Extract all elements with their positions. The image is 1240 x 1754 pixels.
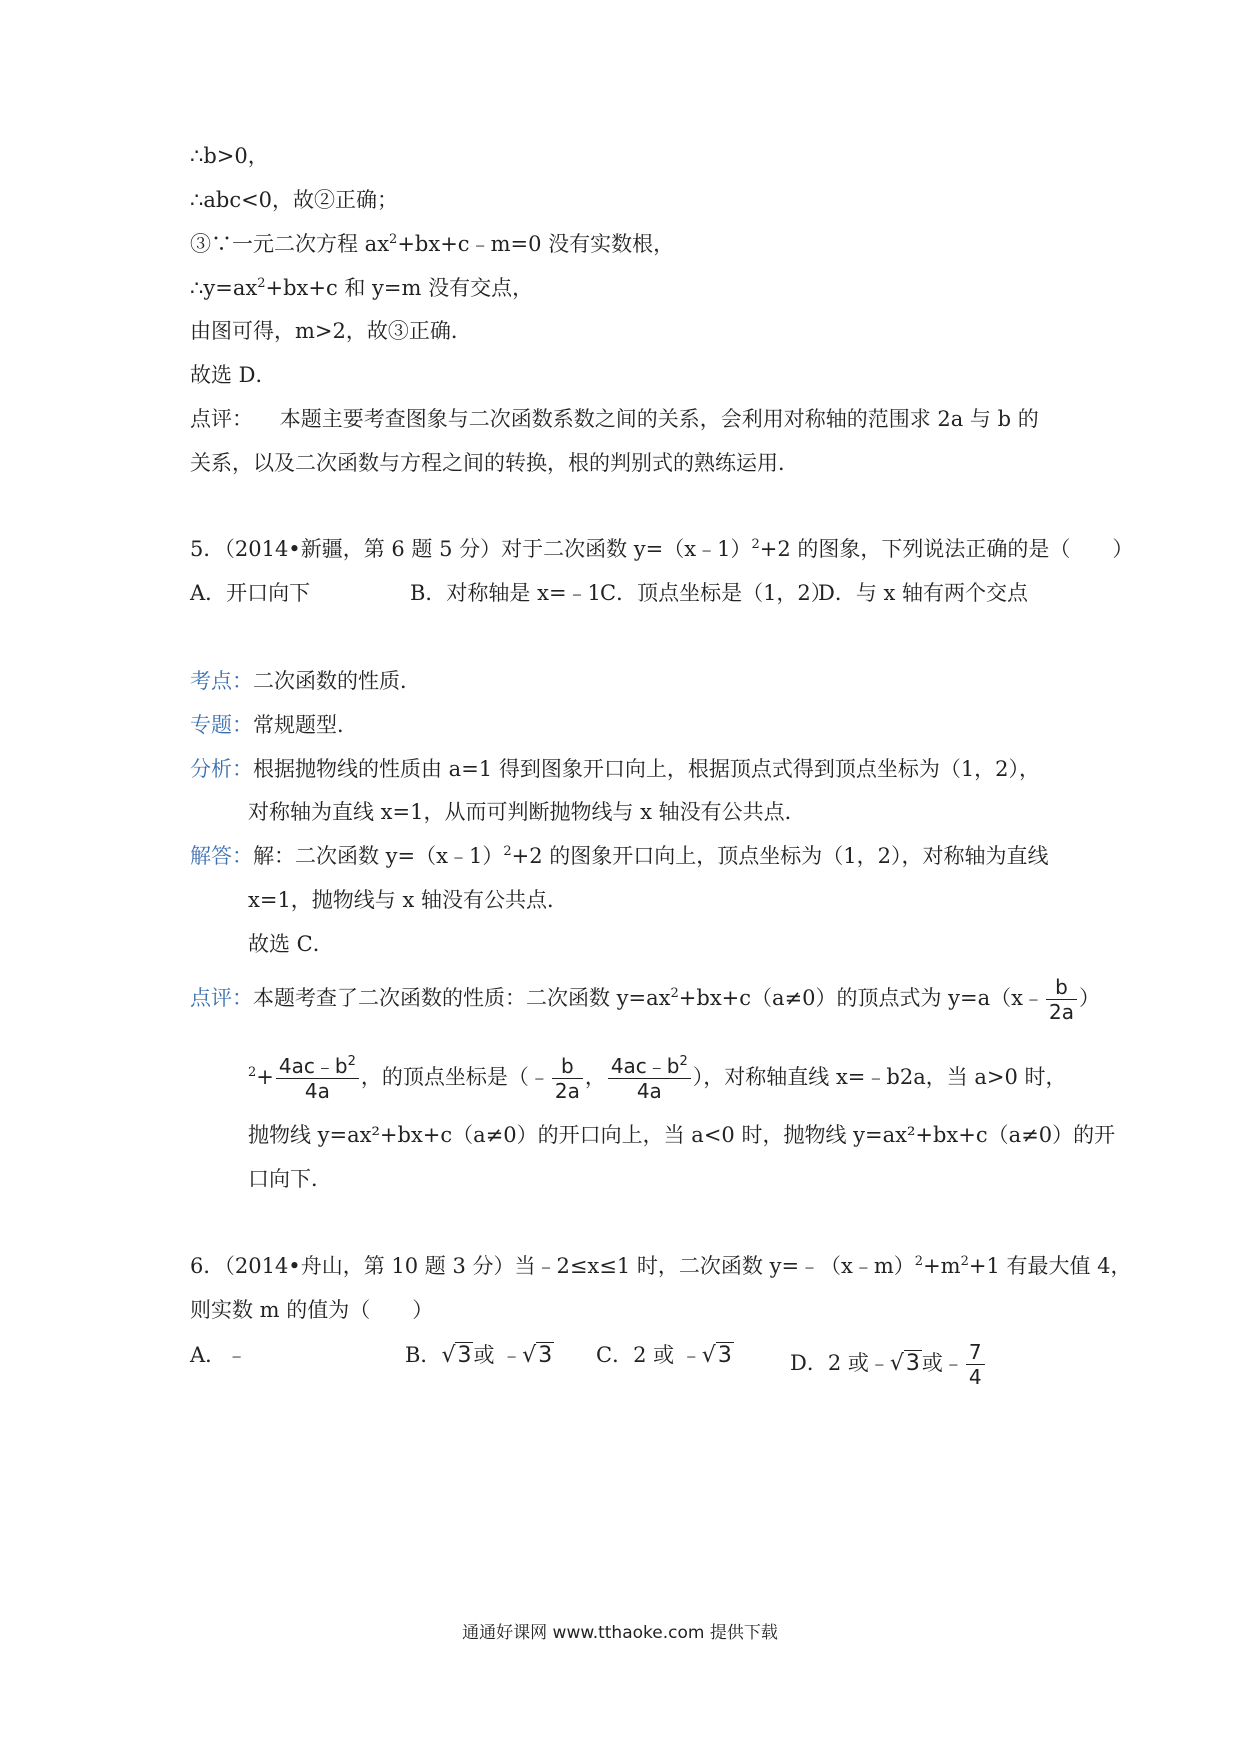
dianping-line: $^2$+ $\frac{4ac﹣b^2}{4a}$ ，的顶点坐标是（﹣ $\frac{b}{2a}$ ， $\frac{4ac﹣b^2}{4a}$ ），对称轴直线 x=﹣b2a，当 a>0 时，	[248, 1054, 1067, 1103]
fenxi-label: 分析：	[190, 757, 253, 781]
jieda-line: 解答：解：二次函数 y=（x﹣1）$^2$+2 的图象开口向上，顶点坐标为（1，2），对称轴为直线	[190, 844, 1049, 868]
dianping-line: 口向下．	[248, 1167, 332, 1191]
solution-line: 故选 D．	[190, 363, 277, 387]
question-5: 5．（2014•新疆，第 6 题 5 分）对于二次函数 y=（x﹣1）$^2$+2 的图象，下列说法正确的是（ ）	[190, 537, 1134, 561]
option-c: C．顶点坐标是（1，2）	[600, 581, 832, 605]
dianping-line: 点评：本题考查了二次函数的性质：二次函数 $y=ax^2+bx+c(a\ne 0)$的顶点式为 y=a（x﹣ $\frac{b}{2a}$ ）	[190, 975, 1100, 1024]
comment-label: 点评：	[190, 407, 253, 431]
comment-line: 关系，以及二次函数与方程之间的转换，根的判别式的熟练运用．	[190, 451, 799, 475]
solution-line: ∴b>0，	[190, 144, 269, 168]
question-6: 则实数 m 的值为（ ）	[190, 1298, 434, 1322]
page-footer: 通通好课网 www.tthaoke.com 提供下载	[462, 1623, 778, 1643]
kaodian-line: 考点：二次函数的性质．	[190, 669, 421, 693]
option-d: D．与 x 轴有两个交点	[818, 581, 1029, 605]
fenxi-line: 分析：根据抛物线的性质由 a=1 得到图象开口向上，根据顶点式得到顶点坐标为（1，2），	[190, 757, 1041, 781]
question-5-options	[190, 578, 1029, 608]
option-d: D．2 或﹣√3或﹣ $\frac{7}{4}$	[790, 1340, 987, 1389]
comment-line: 点评： 本题主要考查图象与二次函数系数之间的关系，会利用对称轴的范围求 2a 与 b 的	[190, 407, 1039, 431]
solution-line: ③∵一元二次方程 $ax^2+bx+c﹣m=0$ 没有实数根，	[190, 232, 675, 256]
question-6-options	[190, 1340, 982, 1390]
option-a: A．开口向下	[190, 581, 311, 605]
dianping-line: 抛物线 y=ax²+bx+c（a≠0）的开口向上，当 a<0 时，抛物线 y=ax²+bx+c（a≠0）的开	[248, 1123, 1116, 1147]
option-c: C．2 或 ﹣√3	[596, 1343, 732, 1368]
fraction-b-over-2a: $\frac{b}{2a}$	[552, 1054, 583, 1103]
option-b: B．√3或 ﹣√3	[405, 1343, 553, 1368]
dianping-label: 点评：	[190, 986, 253, 1010]
jieda-line: x=1，抛物线与 x 轴没有公共点．	[248, 888, 568, 912]
zhuanti-label: 专题：	[190, 713, 253, 737]
solution-line: $\therefore y=ax^2+bx+c$ 和 y=m 没有交点，	[190, 276, 534, 300]
zhuanti-line: 专题：常规题型．	[190, 713, 358, 737]
fraction-4ac-b2-over-4a: $\frac{4ac﹣b^2}{4a}$	[608, 1054, 691, 1103]
solution-line: ∴abc<0，故②正确；	[190, 188, 399, 212]
option-b: B．对称轴是 x=﹣1	[410, 581, 601, 605]
fraction-7-over-4: $\frac{7}{4}$	[966, 1340, 985, 1389]
solution-line: 由图可得，m>2，故③正确．	[190, 319, 472, 343]
fraction-4ac-b2-over-4a: $\frac{4ac﹣b^2}{4a}$	[276, 1054, 359, 1103]
fenxi-line: 对称轴为直线 x=1，从而可判断抛物线与 x 轴没有公共点．	[248, 800, 806, 824]
jieda-line: 故选 C．	[248, 932, 334, 956]
kaodian-label: 考点：	[190, 669, 253, 693]
option-a: A．﹣	[190, 1343, 248, 1367]
jieda-label: 解答：	[190, 844, 253, 868]
question-6: 6．（2014•舟山，第 10 题 3 分）当﹣2≤x≤1 时，二次函数 $y=﹣(x﹣m)^2+m^2+1$ 有最大值 4，	[190, 1254, 1132, 1278]
fraction-b-over-2a: $\frac{b}{2a}$	[1046, 975, 1077, 1024]
